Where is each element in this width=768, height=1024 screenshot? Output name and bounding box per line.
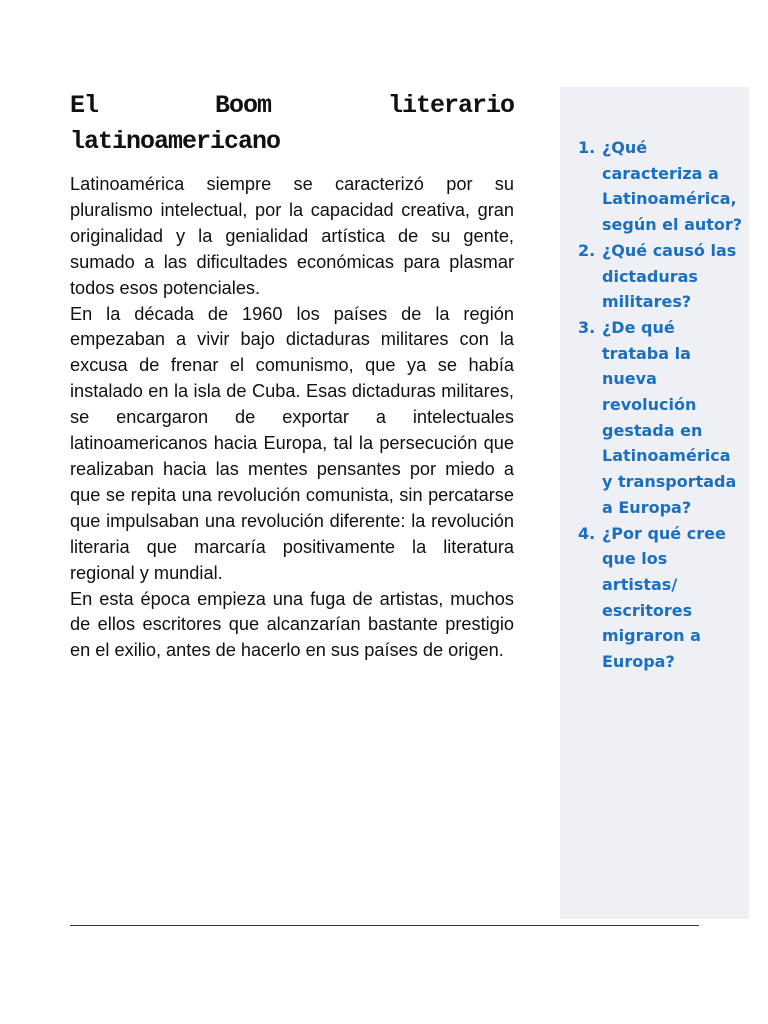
article-body bbox=[70, 172, 514, 664]
question-number: 2. bbox=[578, 240, 596, 260]
question-text: ¿Qué causó las dictaduras militares? bbox=[602, 240, 737, 312]
question-text: ¿Por qué cree que los artistas/ escritores migraron a Europa? bbox=[602, 523, 726, 672]
question-number: 3. bbox=[578, 317, 596, 337]
questions-list bbox=[578, 135, 746, 675]
questions-sidebar bbox=[560, 87, 749, 919]
question-item-1 bbox=[578, 135, 746, 238]
question-text: ¿De qué trataba la nueva revolución gestada en Latinoamérica y transportada a Europa? bbox=[602, 317, 737, 517]
article-paragraph-2: En la década de 1960 los países de la región empezaban a vivir bajo dictaduras militares con la excusa de frenar el comunismo, que ya se había instalado en la isla de Cuba. Esas dictaduras militares, se encargaron de exportar a intelectuales latinoamericanos hacia Europa, tal la persecución que realizaban hacia las mentes pensantes por miedo a que se repita una revolución comunista, sin percatarse que impulsaban una revolución diferente: la revolución literaria que marcaría positivamente la literatura regional y mundial. bbox=[70, 303, 514, 583]
question-text: ¿Qué caracteriza a Latinoamérica, según el autor? bbox=[602, 138, 743, 235]
question-item-4 bbox=[578, 521, 746, 675]
question-item-2 bbox=[578, 238, 746, 315]
article-paragraph-1: Latinoamérica siempre se caracterizó por su pluralismo intelectual, por la capacidad creativa, gran originalidad y la genialidad artística de su gente, sumado a las dificultades económicas para plasmar todos esos potenciales. bbox=[70, 174, 514, 298]
question-item-3 bbox=[578, 315, 746, 521]
article-title: El Boom literario latinoamericano bbox=[70, 91, 514, 156]
question-number: 4. bbox=[578, 523, 596, 543]
question-number: 1. bbox=[578, 138, 596, 157]
footer-divider bbox=[70, 925, 699, 926]
article-paragraph-3: En esta época empieza una fuga de artistas, muchos de ellos escritores que alcanzarían bastante prestigio en el exilio, antes de hacerlo en sus países de origen. bbox=[70, 588, 514, 661]
